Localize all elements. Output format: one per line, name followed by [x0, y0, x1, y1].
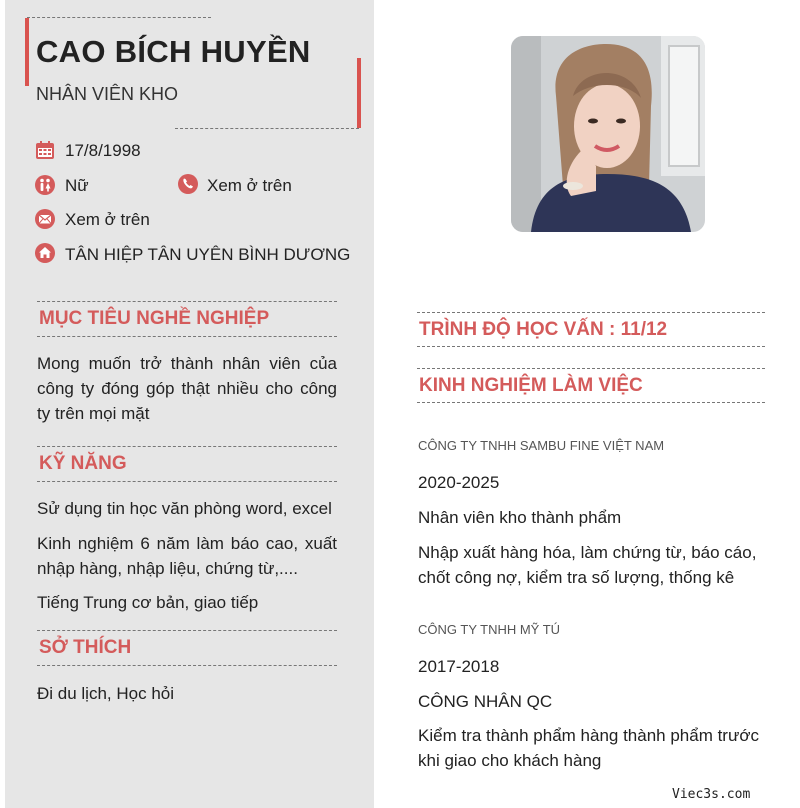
hobbies-text: Đi du lịch, Học hỏi	[37, 684, 175, 703]
home-icon	[35, 243, 55, 263]
watermark: Viec3s.com	[672, 787, 751, 802]
job-company: CÔNG TY TNHH MỸ TÚ	[418, 622, 561, 637]
experience-bottom-divider	[417, 402, 765, 403]
gender-icon	[35, 175, 55, 195]
education-top-divider	[417, 312, 765, 313]
email: Xem ở trên	[65, 210, 150, 229]
objective-top-divider	[37, 301, 337, 302]
experience-heading: KINH NGHIỆM LÀM VIỆC	[419, 375, 643, 396]
name-bottom-divider	[175, 128, 359, 129]
job-title: NHÂN VIÊN KHO	[36, 84, 179, 104]
name-top-divider	[27, 17, 211, 18]
hobbies-bottom-divider	[37, 665, 337, 666]
experience-top-divider	[417, 368, 765, 369]
gender: Nữ	[65, 176, 89, 195]
skill-item: Kinh nghiệm 6 năm làm báo cao, xuất nhập hàng, nhập liệu, chứng từ,....	[37, 534, 337, 578]
skills-top-divider	[37, 446, 337, 447]
email-icon	[35, 209, 55, 229]
education-bottom-divider	[417, 346, 765, 347]
name-accent-bar-right	[357, 58, 361, 128]
job-period: 2017-2018	[418, 657, 500, 676]
skill-item: Sử dụng tin học văn phòng word, excel	[37, 499, 332, 518]
calendar-icon	[35, 140, 55, 160]
job-position: CÔNG NHÂN QC	[418, 692, 553, 711]
job-period: 2020-2025	[418, 473, 500, 492]
name-accent-bar-left	[25, 18, 29, 86]
job-description: Nhập xuất hàng hóa, làm chứng từ, báo cáo, chốt công nợ, kiểm tra số lượng, thống kê	[418, 543, 757, 587]
birthday: 17/8/1998	[65, 141, 141, 160]
hobbies-heading: SỞ THÍCH	[39, 637, 132, 658]
education-heading: TRÌNH ĐỘ HỌC VẤN : 11/12	[419, 319, 668, 340]
job-company: CÔNG TY TNHH SAMBU FINE VIỆT NAM	[418, 438, 665, 453]
candidate-name: CAO BÍCH HUYỀN	[36, 34, 311, 69]
phone: Xem ở trên	[207, 176, 292, 195]
skills-bottom-divider	[37, 481, 337, 482]
objective-text: Mong muốn trở thành nhân viên của công ty đóng góp thật nhiều cho công ty trên mọi mặt	[37, 354, 337, 423]
skill-item: Tiếng Trung cơ bản, giao tiếp	[37, 593, 259, 612]
job-position: Nhân viên kho thành phẩm	[418, 508, 622, 527]
objective-heading: MỤC TIÊU NGHỀ NGHIỆP	[39, 308, 270, 329]
skills-heading: KỸ NĂNG	[39, 453, 127, 474]
address: TÂN HIỆP TÂN UYÊN BÌNH DƯƠNG	[65, 245, 351, 264]
phone-icon	[178, 174, 198, 194]
objective-bottom-divider	[37, 336, 337, 337]
job-description: Kiểm tra thành phẩm hàng thành phẩm trước khi giao cho khách hàng	[418, 726, 759, 770]
hobbies-top-divider	[37, 630, 337, 631]
profile-photo	[511, 36, 705, 232]
